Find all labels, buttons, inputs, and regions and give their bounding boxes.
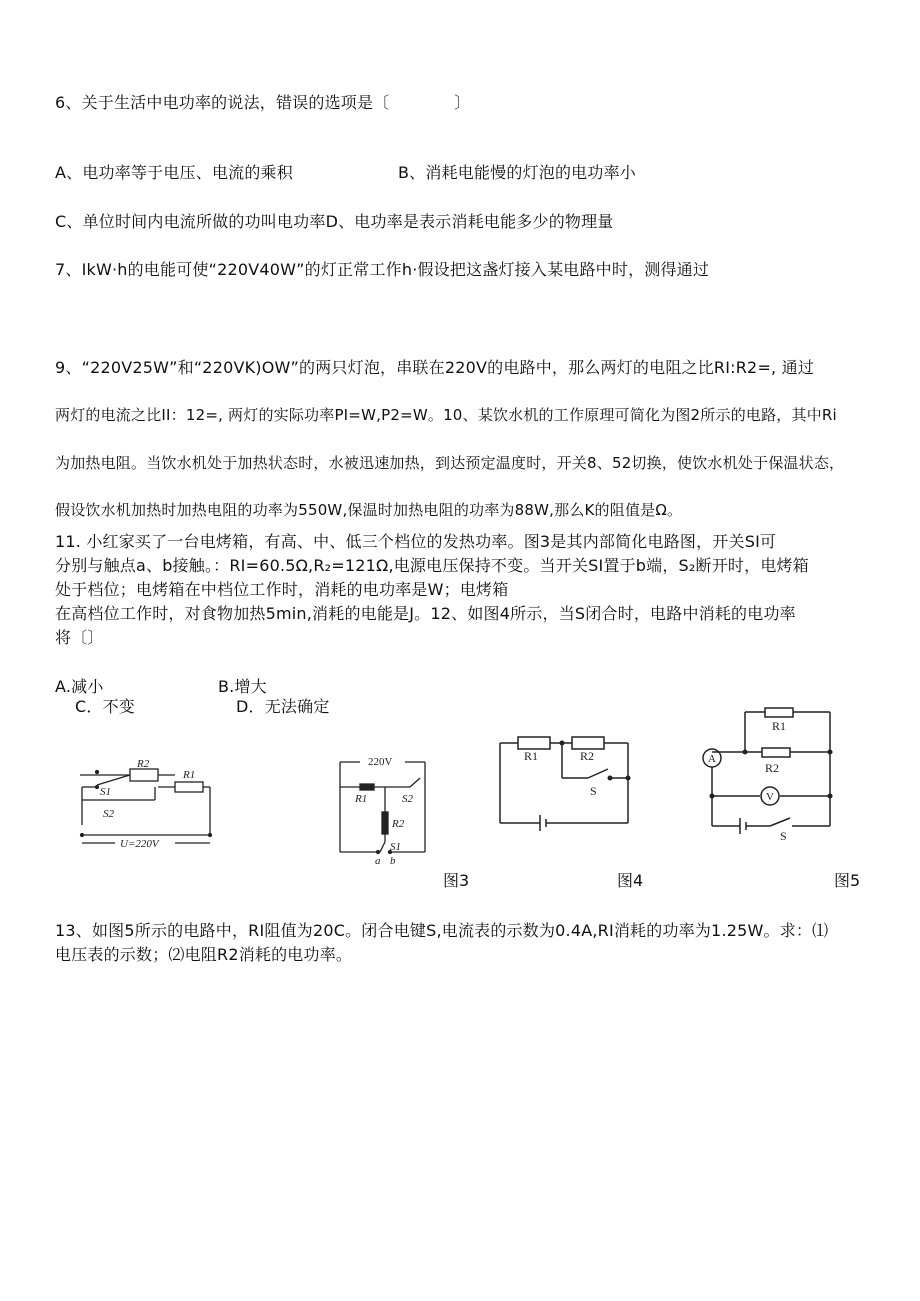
fig2-r1-label: R1	[183, 769, 196, 781]
fig3-r2-label: R2	[392, 818, 405, 830]
q10-line-4: 假设饮水机加热时加热电阻的功率为550W,保温时加热电阻的功率为88W,那么K的阻值是Ω。	[55, 501, 683, 519]
fig2-s2-label: S2	[103, 808, 114, 820]
fig5-s-label: S	[780, 829, 787, 840]
q9-line-1: 9、“220V25W”和“220VK)OW”的两只灯泡，串联在220V的电路中，那么两灯的电阻之比RI:R2=, 通过	[55, 358, 815, 377]
fig4-caption: 图4	[617, 871, 644, 890]
fig2-r2-label: R2	[137, 758, 150, 770]
fig3-b-label: b	[390, 855, 396, 867]
fig3-caption: 图3	[443, 871, 470, 890]
fig3-r1-label: R1	[355, 793, 368, 805]
fig4-r1-label: R1	[524, 749, 539, 763]
fig5-ammeter-label: A	[708, 753, 716, 765]
q9-line-2: 两灯的电流之比II：12=, 两灯的实际功率PI=W,P2=W。10、某饮水机的工作原理可简化为图2所示的电路，其中Ri	[55, 406, 837, 424]
q7-stem: 7、IkW·h的电能可使“220V40W”的灯正常工作h·假设把这盏灯接入某电路中时，测得通过	[55, 260, 710, 279]
q12-option-b: B.增大	[218, 677, 267, 696]
fig2-s1-label: S1	[100, 786, 111, 798]
fig4-s-label: S	[590, 784, 597, 798]
fig5-r1-label: R1	[772, 719, 787, 733]
q10-line-3: 为加热电阻。当饮水机处于加热状态时，水被迅速加热，到达预定温度时，开关8、52切换，使饮水机处于保温状态，	[55, 454, 845, 472]
fig3-voltage-label: 220V	[368, 756, 393, 768]
fig5-r2-label: R2	[765, 761, 780, 775]
q13-line-2: 电压表的示数；⑵电阻R2消耗的电功率。	[55, 945, 353, 964]
fig3-s2-label: S2	[402, 793, 413, 805]
fig5-caption: 图5	[834, 871, 861, 890]
q13-line-1: 13、如图5所示的电路中，RI阻值为20C。闭合电键S,电流表的示数为0.4A,RI消耗的功率为1.25W。求：⑴	[55, 921, 829, 940]
q11-line-2: 分别与触点a、b接触。：RI=60.5Ω,R₂=121Ω,电源电压保持不变。当开关SI置于b端，S₂断开时，电烤箱	[55, 556, 809, 575]
q6-option-b: B、消耗电能慢的灯泡的电功率小	[398, 163, 636, 182]
q12-option-a: A.减小	[55, 677, 104, 696]
q11-line-3: 处于档位；电烤箱在中档位工作时，消耗的电功率是W；电烤箱	[55, 580, 509, 599]
fig5-voltmeter-label: V	[766, 791, 774, 803]
figure-2-circuit	[75, 755, 220, 859]
q11-line-5: 将〔〕	[55, 628, 104, 647]
fig3-s1-label: S1	[390, 841, 401, 853]
fig3-a-label: a	[375, 855, 381, 867]
fig4-r2-label: R2	[580, 749, 595, 763]
q11-line-4: 在高档位工作时，对食物加热5min,消耗的电能是J。12、如图4所示，当S闭合时，电路中消耗的电功率	[55, 604, 796, 623]
q12-option-c: C．不变	[75, 697, 135, 716]
figure-3-circuit	[330, 742, 435, 871]
q6-stem: 6、关于生活中电功率的说法，错误的选项是〔 〕	[55, 93, 471, 112]
q6-option-a: A、电功率等于电压、电流的乘积	[55, 163, 293, 182]
q6-option-cd: C、单位时间内电流所做的功叫电功率D、电功率是表示消耗电能多少的物理量	[55, 212, 614, 231]
q11-line-1: 11. 小红家买了一台电烤箱，有高、中、低三个档位的发热功率。图3是其内部简化电路图，开关SI可	[55, 532, 777, 551]
q12-option-d: D．无法确定	[236, 697, 330, 716]
figure-4-circuit	[490, 733, 635, 837]
figure-5-circuit	[700, 700, 850, 844]
fig2-voltage-label: U=220V	[120, 838, 159, 850]
